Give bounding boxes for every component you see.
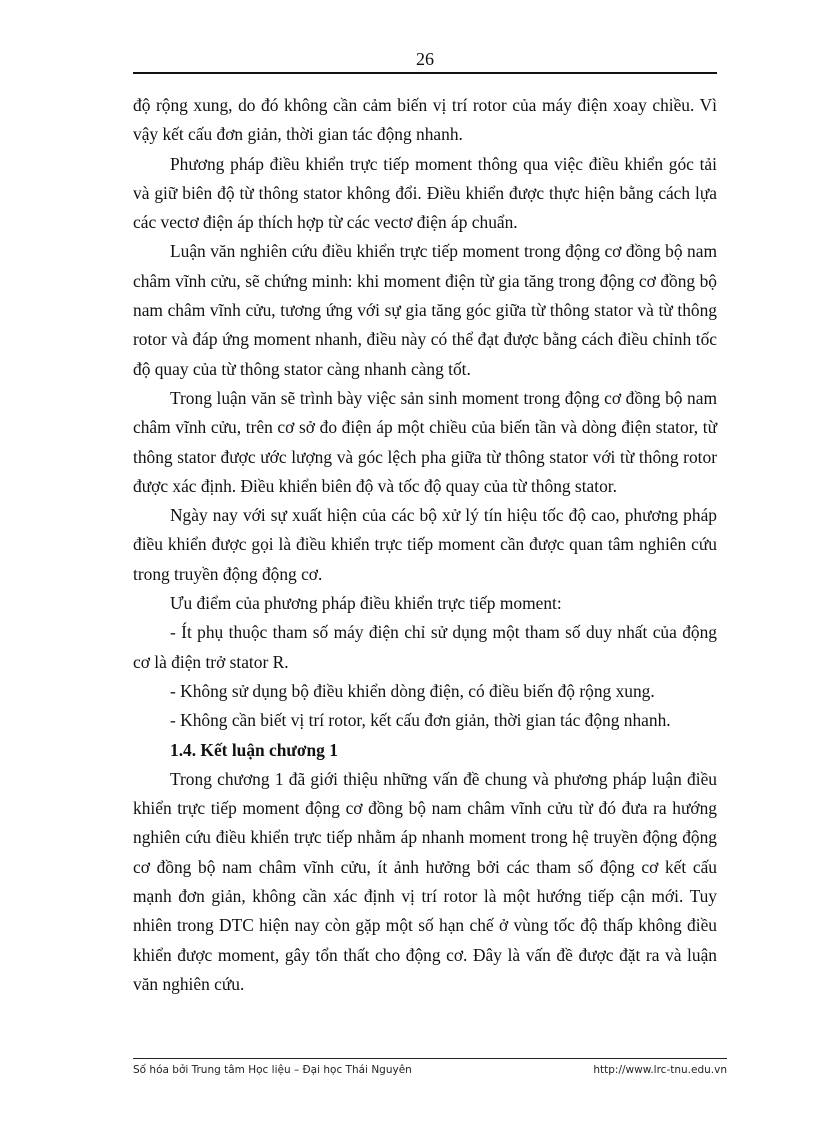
header-rule (133, 72, 717, 74)
paragraph-advantages-intro: Ưu điểm của phương pháp điều khiển trực tiếp moment: (170, 593, 562, 614)
page-number: 26 (416, 49, 434, 69)
paragraph-thesis-presentation: Trong luận văn sẽ trình bày việc sản sinh moment trong động cơ đồng bộ nam châm vĩnh cửu, trên cơ sở đo điện áp một chiều của biến tần và dòng điện stator, từ thông stator được ước lượng và góc lệch pha giữa từ thông stator với từ thông rotor được xác định. Điều khiển biên độ và tốc độ quay của từ thông stator. (133, 387, 717, 496)
footer-source-text: Số hóa bởi Trung tâm Học liệu – Đại học Thái Nguyên (133, 1064, 412, 1076)
footer-url: http://www.lrc-tnu.edu.vn (593, 1064, 727, 1076)
list-item-advantage: - Không sử dụng bộ điều khiển dòng điện, có điều biến độ rộng xung. (170, 680, 655, 701)
paragraph-conclusion: Trong chương 1 đã giới thiệu những vấn đề chung và phương pháp luận điều khiển trực tiếp moment động cơ đồng bộ nam châm vĩnh cửu từ đó đưa ra hướng nghiên cứu điều khiển trực tiếp nhằm áp nhanh moment trong hệ truyền động động cơ đồng bộ nam châm vĩnh cửu, ít ảnh hưởng bởi các tham số động cơ kết cấu mạnh đơn giản, không cần xác định vị trí rotor là một hướng tiếp cận mới. Tuy nhiên trong DTC hiện nay còn gặp một số hạn chế ở vùng tốc độ thấp không điều khiển được moment, gây tổn thất cho động cơ. Đây là vấn đề được đặt ra và luận văn nghiên cứu. (133, 768, 717, 994)
list-item-advantage: - Không cần biết vị trí rotor, kết cấu đơn giản, thời gian tác động nhanh. (170, 710, 671, 731)
document-body (133, 91, 717, 999)
paragraph-dtc-method: Phương pháp điều khiển trực tiếp moment thông qua việc điều khiển góc tải và giữ biên độ từ thông stator không đổi. Điều khiển được thực hiện bằng cách lựa các vectơ điện áp thích hợp từ các vectơ điện áp chuẩn. (133, 153, 717, 233)
page-footer (133, 1063, 727, 1077)
paragraph-dsp-context: Ngày nay với sự xuất hiện của các bộ xử lý tín hiệu tốc độ cao, phương pháp điều khiển được gọi là điều khiển trực tiếp moment cần được quan tâm nghiên cứu trong truyền động động cơ. (133, 505, 717, 584)
list-item-advantage: - Ít phụ thuộc tham số máy điện chỉ sử dụng một tham số duy nhất của động cơ là điện trở stator R. (133, 622, 717, 672)
paragraph-continuation: độ rộng xung, do đó không cần cảm biến vị trí rotor của máy điện xoay chiều. Vì vậy kết cấu đơn giản, thời gian tác động nhanh. (133, 95, 717, 145)
paragraph-thesis-research: Luận văn nghiên cứu điều khiển trực tiếp moment trong động cơ đồng bộ nam châm vĩnh cửu, sẽ chứng minh: khi moment điện từ gia tăng trong động cơ đồng bộ nam châm vĩnh cửu, tương ứng với sự gia tăng góc giữa từ thông stator và từ thông rotor và đáp ứng moment nhanh, điều này có thể đạt được bằng cách điều chỉnh tốc độ quay của từ thông stator càng nhanh càng tốt. (133, 241, 717, 379)
section-heading: 1.4. Kết luận chương 1 (170, 739, 338, 760)
footer-rule (133, 1058, 727, 1059)
